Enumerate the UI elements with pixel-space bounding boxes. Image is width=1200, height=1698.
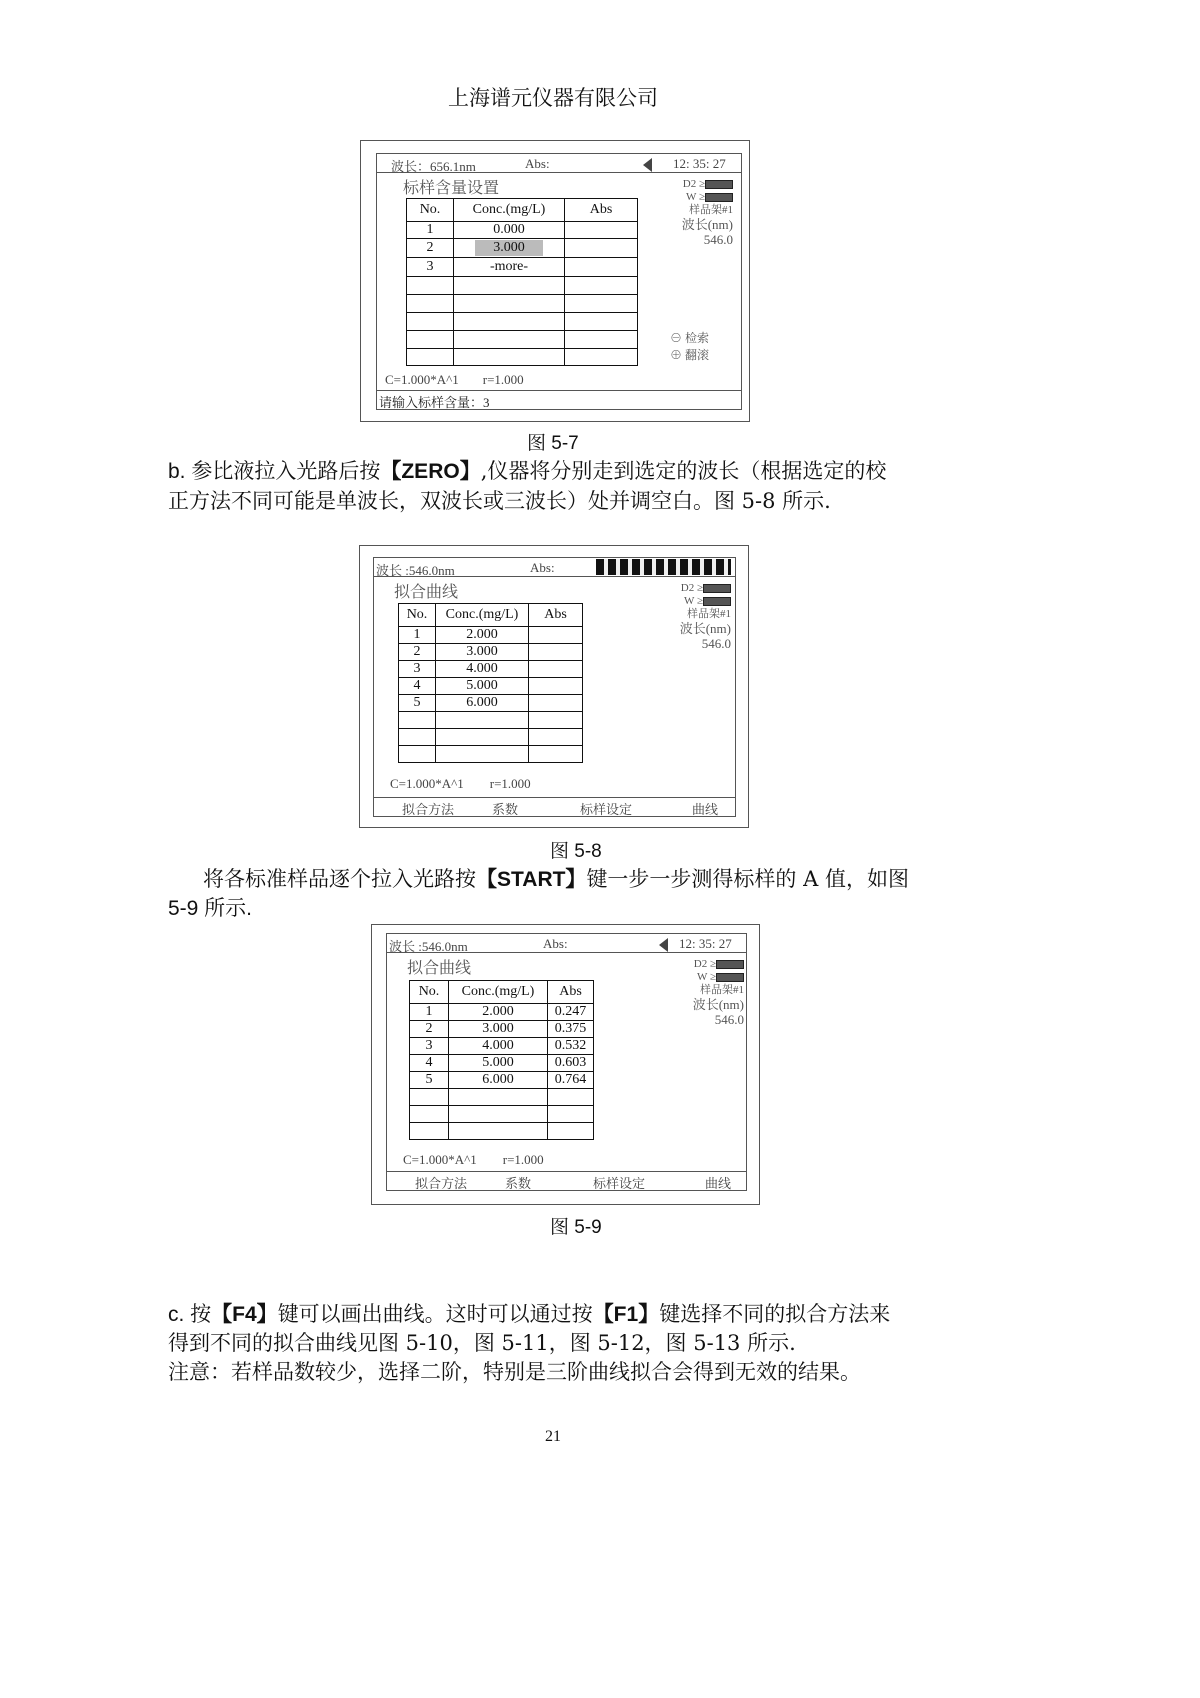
table-cell: 2: [410, 1021, 449, 1038]
table-row: [410, 1055, 594, 1072]
text-span: 检索: [685, 331, 710, 345]
table-cell: [529, 678, 583, 695]
standards-table: [409, 980, 594, 1140]
table-row: [399, 712, 583, 729]
text-span: W ≥: [686, 191, 705, 203]
text-span: r=1.000: [489, 776, 531, 791]
table-cell: 5: [399, 695, 436, 712]
table-row: [407, 277, 638, 295]
page-number: 21: [545, 1428, 561, 1445]
table-cell: 3: [407, 258, 454, 277]
menu-coefficients[interactable]: 系数: [492, 802, 519, 817]
standards-table: [398, 603, 583, 763]
table-cell: Abs: [565, 199, 638, 222]
table-row: [410, 1004, 594, 1021]
table-cell: [529, 729, 583, 746]
text-span: [410, 981, 594, 1140]
text-span: [387, 1171, 746, 1190]
table-row: [407, 258, 638, 277]
status-panel: [682, 178, 733, 247]
table-cell: [410, 1089, 449, 1106]
table-cell: [565, 349, 638, 366]
text-span: 546.0: [701, 636, 731, 651]
table-cell: [529, 712, 583, 729]
table-cell: [565, 258, 638, 277]
wavelength-readout: 波长：656.1nm: [391, 159, 476, 174]
table-row: [410, 1089, 594, 1106]
formula: [390, 776, 531, 792]
table-row: [407, 199, 638, 222]
table-cell: Abs: [548, 981, 594, 1004]
text-span: [387, 934, 746, 953]
table-cell: [449, 1089, 548, 1106]
text-span: 样品架#1: [687, 608, 731, 620]
text-span: [693, 971, 744, 984]
text-span: 546.0: [703, 232, 733, 247]
text-span: [374, 558, 735, 577]
text-span: c. 按: [168, 1303, 212, 1326]
table-cell: [529, 695, 583, 712]
table-row: [407, 239, 638, 258]
table-cell: [454, 277, 565, 295]
table-cell: 5.000: [436, 678, 529, 695]
abs-readout: Abs:: [530, 560, 555, 575]
table-row: [410, 1123, 594, 1140]
table-cell: 2: [407, 239, 454, 258]
table-cell: [454, 349, 565, 366]
status-panel: [680, 582, 731, 651]
menu-fit-method[interactable]: 拟合方法: [415, 1176, 468, 1191]
text-span: [643, 158, 652, 172]
text-span: D2 ≥: [693, 958, 716, 970]
table-cell: [410, 1106, 449, 1123]
text-span: [373, 557, 736, 817]
table-row: [407, 331, 638, 349]
status-panel: [693, 958, 744, 1027]
text-span: 键可以画出曲线。这时可以通过按: [277, 1302, 593, 1326]
table-row: [407, 222, 638, 239]
paragraph-b-line2: 正方法不同可能是单波长，双波长或三波长）处并调空白。图 5-8 所示.: [168, 489, 831, 513]
text-span: [705, 193, 733, 202]
figure-5-9-screen: [371, 924, 760, 1205]
table-cell: [529, 644, 583, 661]
input-prompt[interactable]: 请输入标样含量：3: [379, 395, 490, 410]
text-span: 键一步一步测得标样的 A 值，如图: [586, 867, 909, 891]
clock: 12: 35: 27: [679, 936, 732, 951]
table-cell: 0.603: [548, 1055, 594, 1072]
table-row: [410, 1038, 594, 1055]
table-cell: [399, 712, 436, 729]
table-cell: 4: [410, 1055, 449, 1072]
paragraph-start: [203, 863, 909, 893]
table-cell: 0.764: [548, 1072, 594, 1089]
text-span: 546.0: [714, 1012, 744, 1027]
wavelength-readout: 波长 :546.0nm: [376, 563, 455, 578]
table-cell: 4.000: [449, 1038, 548, 1055]
table-cell: [407, 277, 454, 295]
formula: [403, 1152, 544, 1168]
table-cell: No.: [410, 981, 449, 1004]
table-row: [399, 627, 583, 644]
text-span: 将各标准样品逐个拉入光路按: [203, 867, 476, 891]
text-span: [703, 584, 731, 593]
caption: 图 5-9: [550, 1217, 602, 1238]
speaker-icon: [643, 156, 652, 172]
table-row: [407, 313, 638, 331]
table-cell: [399, 729, 436, 746]
screen-title: 拟合曲线: [407, 960, 472, 977]
figure-5-7-screen: [360, 140, 750, 422]
text-span: 波长(nm): [679, 621, 731, 636]
text-span: [386, 933, 747, 1191]
text-span: r=1.000: [482, 372, 524, 387]
key-scroll[interactable]: ⊕ 翻滚: [670, 348, 710, 362]
text-span: [596, 559, 731, 575]
paragraph-c: [168, 1298, 890, 1328]
speaker-icon: [659, 936, 668, 952]
table-cell: [529, 627, 583, 644]
formula: [385, 372, 524, 388]
paragraph-c-line2: 得到不同的拟合曲线见图 5-10，图 5-11，图 5-12，图 5-13 所示.: [168, 1331, 796, 1355]
table-cell: 6.000: [436, 695, 529, 712]
text-span: [693, 958, 744, 971]
table-row: [410, 1021, 594, 1038]
table-cell: [449, 1123, 548, 1140]
figure-5-8-screen: [359, 545, 749, 828]
table-row: [399, 746, 583, 763]
table-cell: [436, 729, 529, 746]
table-cell: [436, 712, 529, 729]
text-span: 样品架#1: [700, 984, 744, 996]
text-span: [703, 597, 731, 606]
caption: 图 5-8: [550, 841, 602, 862]
text-span: 波长(nm): [692, 997, 744, 1012]
table-cell: [565, 277, 638, 295]
text-span: 键选择不同的拟合方法来: [659, 1302, 891, 1326]
text-span: 【ZERO】: [380, 460, 481, 483]
table-cell: 1: [407, 222, 454, 239]
text-span: 波长(nm): [681, 217, 733, 232]
table-cell: 2.000: [436, 627, 529, 644]
table-row: [399, 604, 583, 627]
text-span: 【F1】: [592, 1303, 660, 1326]
text-span: W ≥: [684, 595, 703, 607]
table-row: [407, 349, 638, 366]
table-cell: [565, 295, 638, 313]
table-cell: 0.375: [548, 1021, 594, 1038]
key-search[interactable]: ⊖ 检索: [670, 331, 710, 345]
text-span: [682, 178, 733, 191]
table-cell: Conc.(mg/L): [436, 604, 529, 627]
menu-coefficients[interactable]: 系数: [505, 1176, 532, 1191]
table-cell: 5.000: [449, 1055, 548, 1072]
table-cell: 3.000: [436, 644, 529, 661]
text-span: [377, 154, 741, 173]
text-span: [670, 330, 709, 364]
table-cell: -more-: [454, 258, 565, 277]
table-cell: [436, 746, 529, 763]
table-cell: [565, 331, 638, 349]
text-span: C=1.000*A^1: [403, 1152, 477, 1167]
text-span: r=1.000: [502, 1152, 544, 1167]
abs-readout: Abs:: [525, 156, 550, 171]
text-span: C=1.000*A^1: [390, 776, 464, 791]
table-row: [399, 729, 583, 746]
table-row: [399, 661, 583, 678]
table-row: [410, 1106, 594, 1123]
table-cell: 0.532: [548, 1038, 594, 1055]
table-cell: 5: [410, 1072, 449, 1089]
abs-readout: Abs:: [543, 936, 568, 951]
text-span: b. 参比液拉入光路后按: [168, 460, 381, 483]
text-span: [716, 960, 744, 969]
text-span: ,仪器将分别走到选定的波长（根据选定的校: [480, 459, 887, 483]
table-row: [399, 644, 583, 661]
table-cell: Conc.(mg/L): [449, 981, 548, 1004]
table-cell: [407, 295, 454, 313]
table-cell: 0.247: [548, 1004, 594, 1021]
text-span: [680, 582, 731, 595]
table-cell: 2.000: [449, 1004, 548, 1021]
company-header: 上海谱元仪器有限公司: [448, 86, 658, 110]
table-cell: 1: [399, 627, 436, 644]
clock: 12: 35: 27: [673, 156, 726, 171]
text-span: 翻滚: [685, 348, 710, 362]
text-span: [716, 973, 744, 982]
text-span: [705, 180, 733, 189]
screen-title: 拟合曲线: [394, 584, 459, 601]
text-span: 样品架#1: [689, 204, 733, 216]
caption: 图 5-7: [527, 433, 579, 454]
table-cell: 1: [410, 1004, 449, 1021]
wavelength-readout: 波长 :546.0nm: [389, 939, 468, 954]
table-cell: Abs: [529, 604, 583, 627]
table-cell: No.: [407, 199, 454, 222]
selected-cell[interactable]: 3.000: [475, 240, 543, 256]
table-cell: [407, 331, 454, 349]
table-cell: [407, 313, 454, 331]
table-cell: 0.000: [454, 222, 565, 239]
table-cell: 4.000: [436, 661, 529, 678]
table-cell: [399, 746, 436, 763]
table-cell: [529, 746, 583, 763]
table-cell: [565, 222, 638, 239]
table-cell: No.: [399, 604, 436, 627]
table-cell: 3.000: [449, 1021, 548, 1038]
table-cell: 6.000: [449, 1072, 548, 1089]
standards-table: [406, 198, 638, 366]
table-cell: [407, 349, 454, 366]
table-cell: [454, 331, 565, 349]
status-banner-garbled: [596, 559, 731, 579]
table-cell: 4: [399, 678, 436, 695]
text-span: 【F4】: [211, 1303, 278, 1326]
table-cell: [449, 1106, 548, 1123]
table-cell: [565, 313, 638, 331]
menu-standard-settings[interactable]: 标样设定: [593, 1176, 646, 1191]
paragraph-b: [168, 455, 886, 485]
table-cell: [454, 295, 565, 313]
text-span: [407, 199, 638, 366]
menu-standard-settings[interactable]: 标样设定: [580, 802, 633, 817]
text-span: [399, 604, 583, 763]
text-span: D2 ≥: [680, 582, 703, 594]
text-span: [680, 595, 731, 608]
text-span: D2 ≥: [682, 178, 705, 190]
table-cell: 3: [399, 661, 436, 678]
table-row: [399, 678, 583, 695]
text-span: [682, 191, 733, 204]
text-span: [377, 390, 741, 409]
screen-title: 标样含量设置: [403, 180, 500, 197]
table-cell: [454, 239, 565, 258]
table-row: [399, 695, 583, 712]
note: 注意：若样品数较少，选择二阶，特别是三阶曲线拟合会得到无效的结果。: [168, 1360, 861, 1384]
menu-curve[interactable]: 曲线: [705, 1176, 732, 1191]
table-row: [410, 981, 594, 1004]
table-cell: 3: [410, 1038, 449, 1055]
table-cell: Conc.(mg/L): [454, 199, 565, 222]
table-cell: [410, 1123, 449, 1140]
menu-fit-method[interactable]: 拟合方法: [402, 802, 455, 817]
table-cell: [454, 313, 565, 331]
table-cell: [548, 1106, 594, 1123]
text-span: [659, 938, 668, 952]
table-cell: [548, 1089, 594, 1106]
text-span: C=1.000*A^1: [385, 372, 459, 387]
paragraph-start-line2: 5-9 所示.: [168, 897, 253, 920]
text-span: W ≥: [697, 971, 716, 983]
table-cell: [529, 661, 583, 678]
text-span: [374, 797, 735, 816]
table-cell: [565, 239, 638, 258]
menu-curve[interactable]: 曲线: [692, 802, 719, 817]
text-span: 【START】: [476, 868, 587, 891]
table-cell: [548, 1123, 594, 1140]
table-row: [407, 295, 638, 313]
table-cell: 2: [399, 644, 436, 661]
text-span: [376, 153, 742, 410]
table-row: [410, 1072, 594, 1089]
